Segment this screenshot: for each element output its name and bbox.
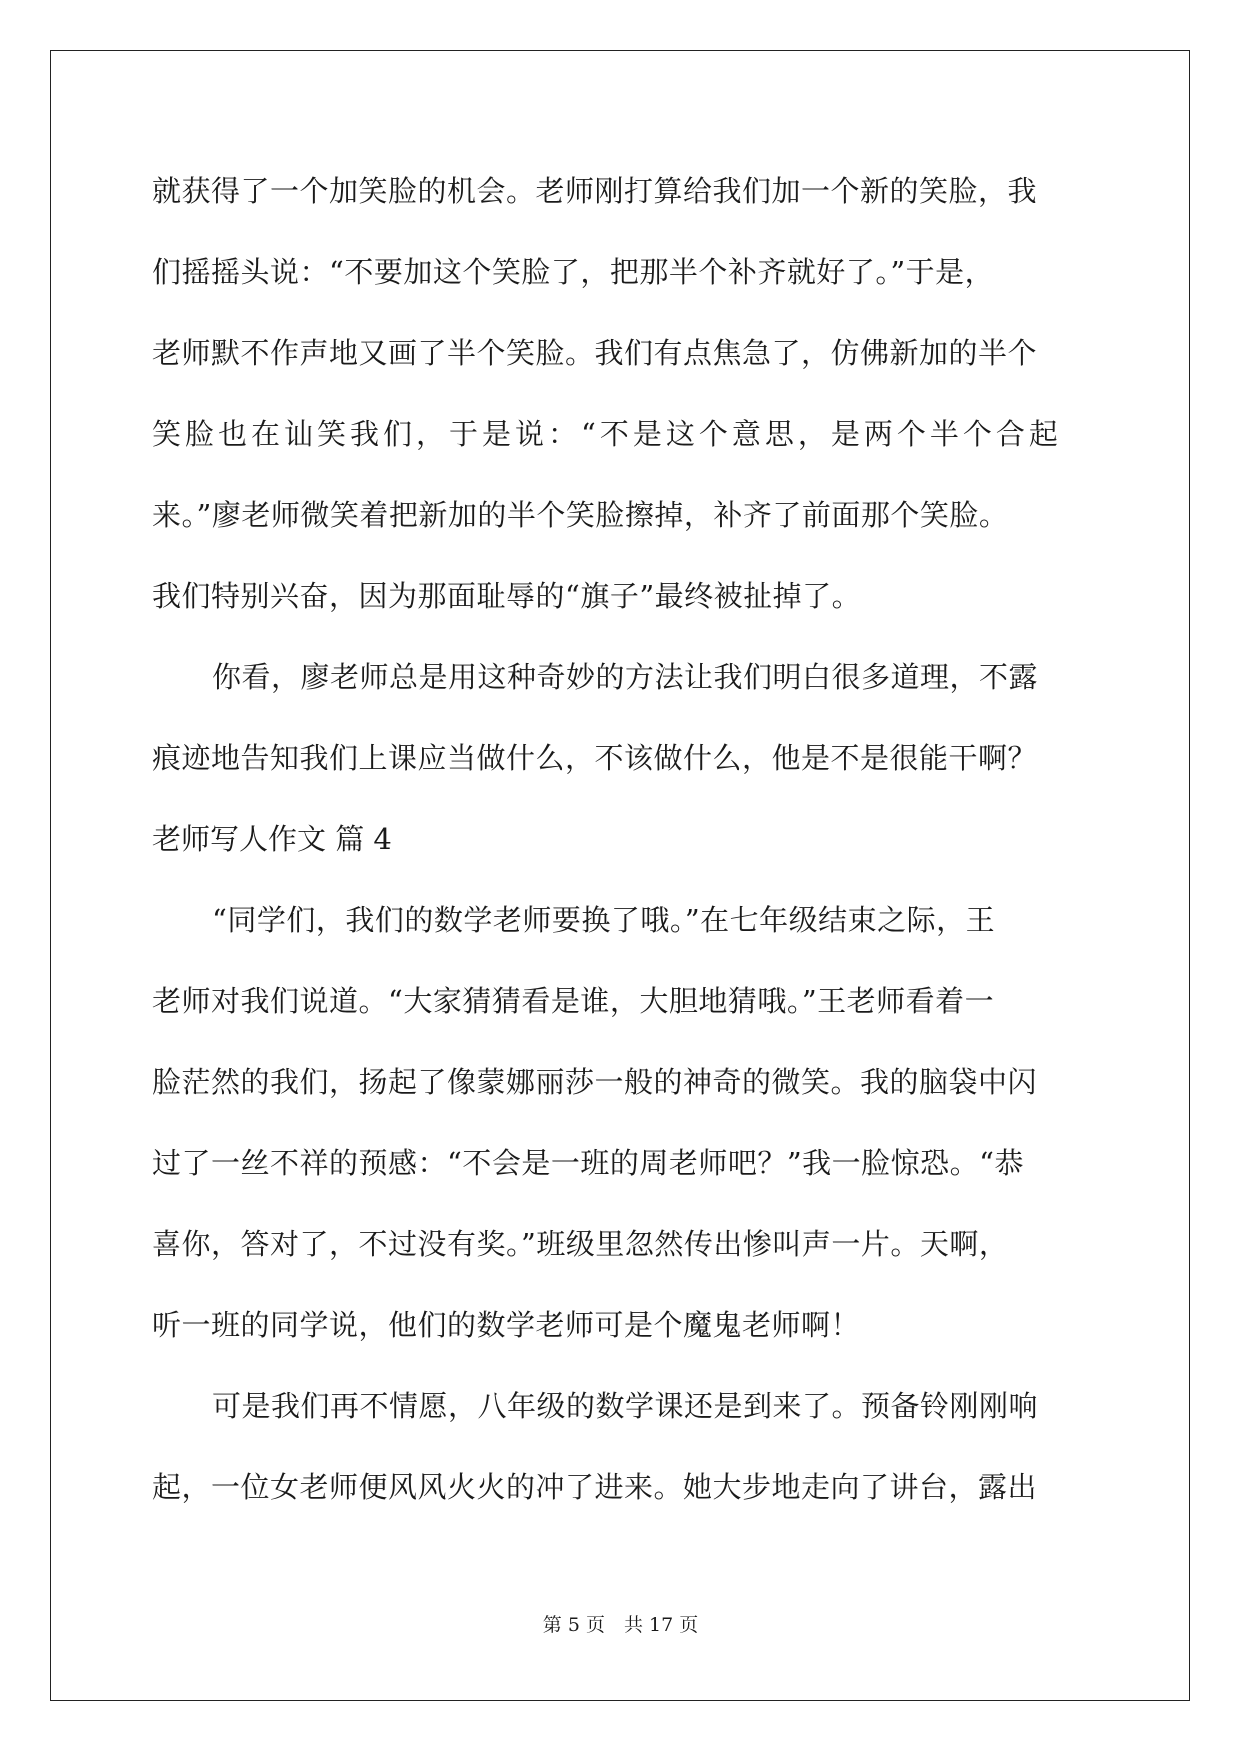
- text-line-8: 痕迹地告知我们上课应当做什么，不该做什么，他是不是很能干啊？: [152, 741, 1038, 775]
- text-line-10: “同学们，我们的数学老师要换了哦。”在七年级结束之际，王: [212, 903, 996, 937]
- text-line-16: 可是我们再不情愿，八年级的数学课还是到来了。预备铃刚刚响: [212, 1389, 1039, 1423]
- text-line-17: 起，一位女老师便风风火火的冲了进来。她大步地走向了讲台，露出: [152, 1470, 1038, 1504]
- text-line-14: 喜你，答对了，不过没有奖。”班级里忽然传出惨叫声一片。天啊，: [152, 1227, 1009, 1261]
- text-line-12: 脸茫然的我们，扬起了像蒙娜丽莎一般的神奇的微笑。我的脑袋中闪: [152, 1065, 1038, 1099]
- text-line-7: 你看，廖老师总是用这种奇妙的方法让我们明白很多道理，不露: [212, 660, 1039, 694]
- text-line-13: 过了一丝不祥的预感：“不会是一班的周老师吧？”我一脸惊恐。“恭: [152, 1146, 1024, 1180]
- page-number: 第 5 页 共 17 页: [542, 1614, 699, 1636]
- text-line-2: 们摇摇头说：“不要加这个笑脸了，把那半个补齐就好了。”于是，: [152, 255, 995, 289]
- text-line-15: 听一班的同学说，他们的数学老师可是个魔鬼老师啊！: [152, 1308, 861, 1342]
- document-body: [152, 160, 1092, 1537]
- text-line-6: 我们特别兴奋，因为那面耻辱的“旗子”最终被扯掉了。: [152, 579, 862, 613]
- text-line-11: 老师对我们说道。“大家猜猜看是谁，大胆地猜哦。”王老师看着一: [152, 984, 995, 1018]
- section-heading: 老师写人作文 篇 4: [152, 822, 392, 856]
- text-line-5: 来。”廖老师微笑着把新加的半个笑脸擦掉，补齐了前面那个笑脸。: [152, 498, 1009, 532]
- text-line-3: 老师默不作声地又画了半个笑脸。我们有点焦急了，仿佛新加的半个: [152, 336, 1038, 370]
- text-line-1: 就获得了一个加笑脸的机会。老师刚打算给我们加一个新的笑脸，我: [152, 174, 1038, 208]
- text-line-4: 笑脸也在讪笑我们，于是说：“不是这个意思，是两个半个合起: [152, 417, 1062, 451]
